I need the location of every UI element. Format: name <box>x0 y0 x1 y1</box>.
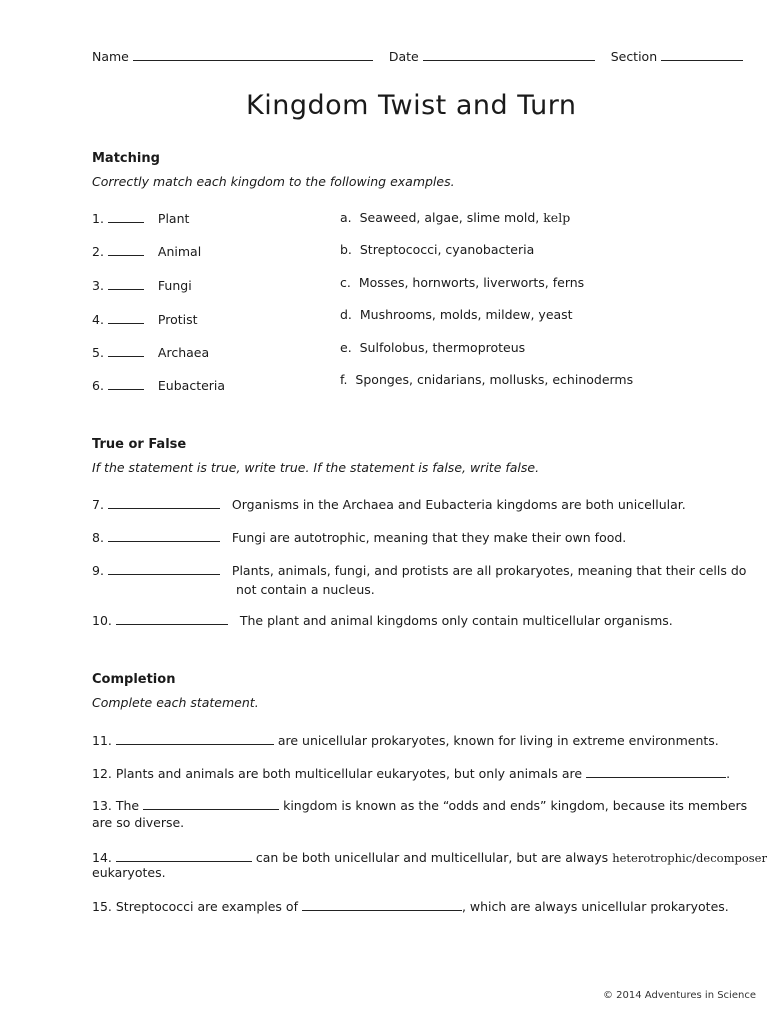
answer-blank[interactable] <box>108 311 144 324</box>
answer-blank[interactable] <box>116 849 252 862</box>
answer-blank[interactable] <box>116 612 228 625</box>
tf-item: 7. Organisms in the Archaea and Eubacteria kingdoms are both unicellular. <box>92 497 686 512</box>
completion-item: 11. are unicellular prokaryotes, known for living in extreme environments. <box>92 733 719 748</box>
kingdom-item: 2. Animal <box>92 244 202 259</box>
example-item: b. Streptococci, cyanobacteria <box>340 242 535 257</box>
tf-item-continuation: not contain a nucleus. <box>236 582 375 597</box>
answer-blank[interactable] <box>108 344 144 357</box>
example-item: a. Seaweed, algae, slime mold, kelp <box>340 210 571 225</box>
completion-item: 15. Streptococci are examples of , which are always unicellular prokaryotes. <box>92 899 729 914</box>
section-label: Section <box>610 49 658 64</box>
kingdom-item: 1. Plant <box>92 211 190 226</box>
matching-instructions: Correctly match each kingdom to the following examples. <box>92 174 455 189</box>
name-field[interactable] <box>133 48 373 61</box>
kingdom-item: 3. Fungi <box>92 278 192 293</box>
copyright-footer: © 2014 Adventures in Science <box>603 990 756 1001</box>
answer-blank[interactable] <box>108 377 144 390</box>
example-item: f. Sponges, cnidarians, mollusks, echinoderms <box>340 372 634 387</box>
answer-blank[interactable] <box>108 496 220 509</box>
completion-continuation: eukaryotes. <box>92 865 166 880</box>
completion-continuation: are so diverse. <box>92 815 185 830</box>
answer-blank[interactable] <box>116 732 274 745</box>
tf-item: 8. Fungi are autotrophic, meaning that they make their own food. <box>92 530 627 545</box>
answer-blank[interactable] <box>108 277 144 290</box>
completion-instructions: Complete each statement. <box>92 695 259 710</box>
matching-heading: Matching <box>92 151 160 166</box>
completion-item: 13. The kingdom is known as the “odds and ends” kingdom, because its members <box>92 798 748 813</box>
example-item: c. Mosses, hornworts, liverworts, ferns <box>340 275 585 290</box>
example-item: e. Sulfolobus, thermoproteus <box>340 340 526 355</box>
tf-item: 10. The plant and animal kingdoms only contain multicellular organisms. <box>92 613 673 628</box>
answer-blank[interactable] <box>143 797 279 810</box>
true-false-instructions: If the statement is true, write true. If the statement is false, write false. <box>92 460 540 475</box>
date-field[interactable] <box>423 48 595 61</box>
answer-blank[interactable] <box>108 243 144 256</box>
page-title: Kingdom Twist and Turn <box>246 90 577 121</box>
section-field[interactable] <box>661 48 743 61</box>
kingdom-item: 5. Archaea <box>92 345 210 360</box>
tf-item: 9. Plants, animals, fungi, and protists are all prokaryotes, meaning that their cells do <box>92 563 747 578</box>
kingdom-item: 6. Eubacteria <box>92 378 226 393</box>
answer-blank[interactable] <box>108 562 220 575</box>
completion-heading: Completion <box>92 672 176 687</box>
answer-blank[interactable] <box>108 210 144 223</box>
completion-item: 14. can be both unicellular and multicellular, but are always heterotrophic/decomposer <box>92 850 767 865</box>
answer-blank[interactable] <box>302 898 462 911</box>
kingdom-item: 4. Protist <box>92 312 198 327</box>
name-label: Name <box>92 49 129 64</box>
true-false-heading: True or False <box>92 437 187 452</box>
completion-item: 12. Plants and animals are both multicellular eukaryotes, but only animals are . <box>92 766 731 781</box>
header-row <box>92 48 743 64</box>
date-label: Date <box>388 49 419 64</box>
answer-blank[interactable] <box>108 529 220 542</box>
answer-blank[interactable] <box>586 765 726 778</box>
example-item: d. Mushrooms, molds, mildew, yeast <box>340 307 573 322</box>
